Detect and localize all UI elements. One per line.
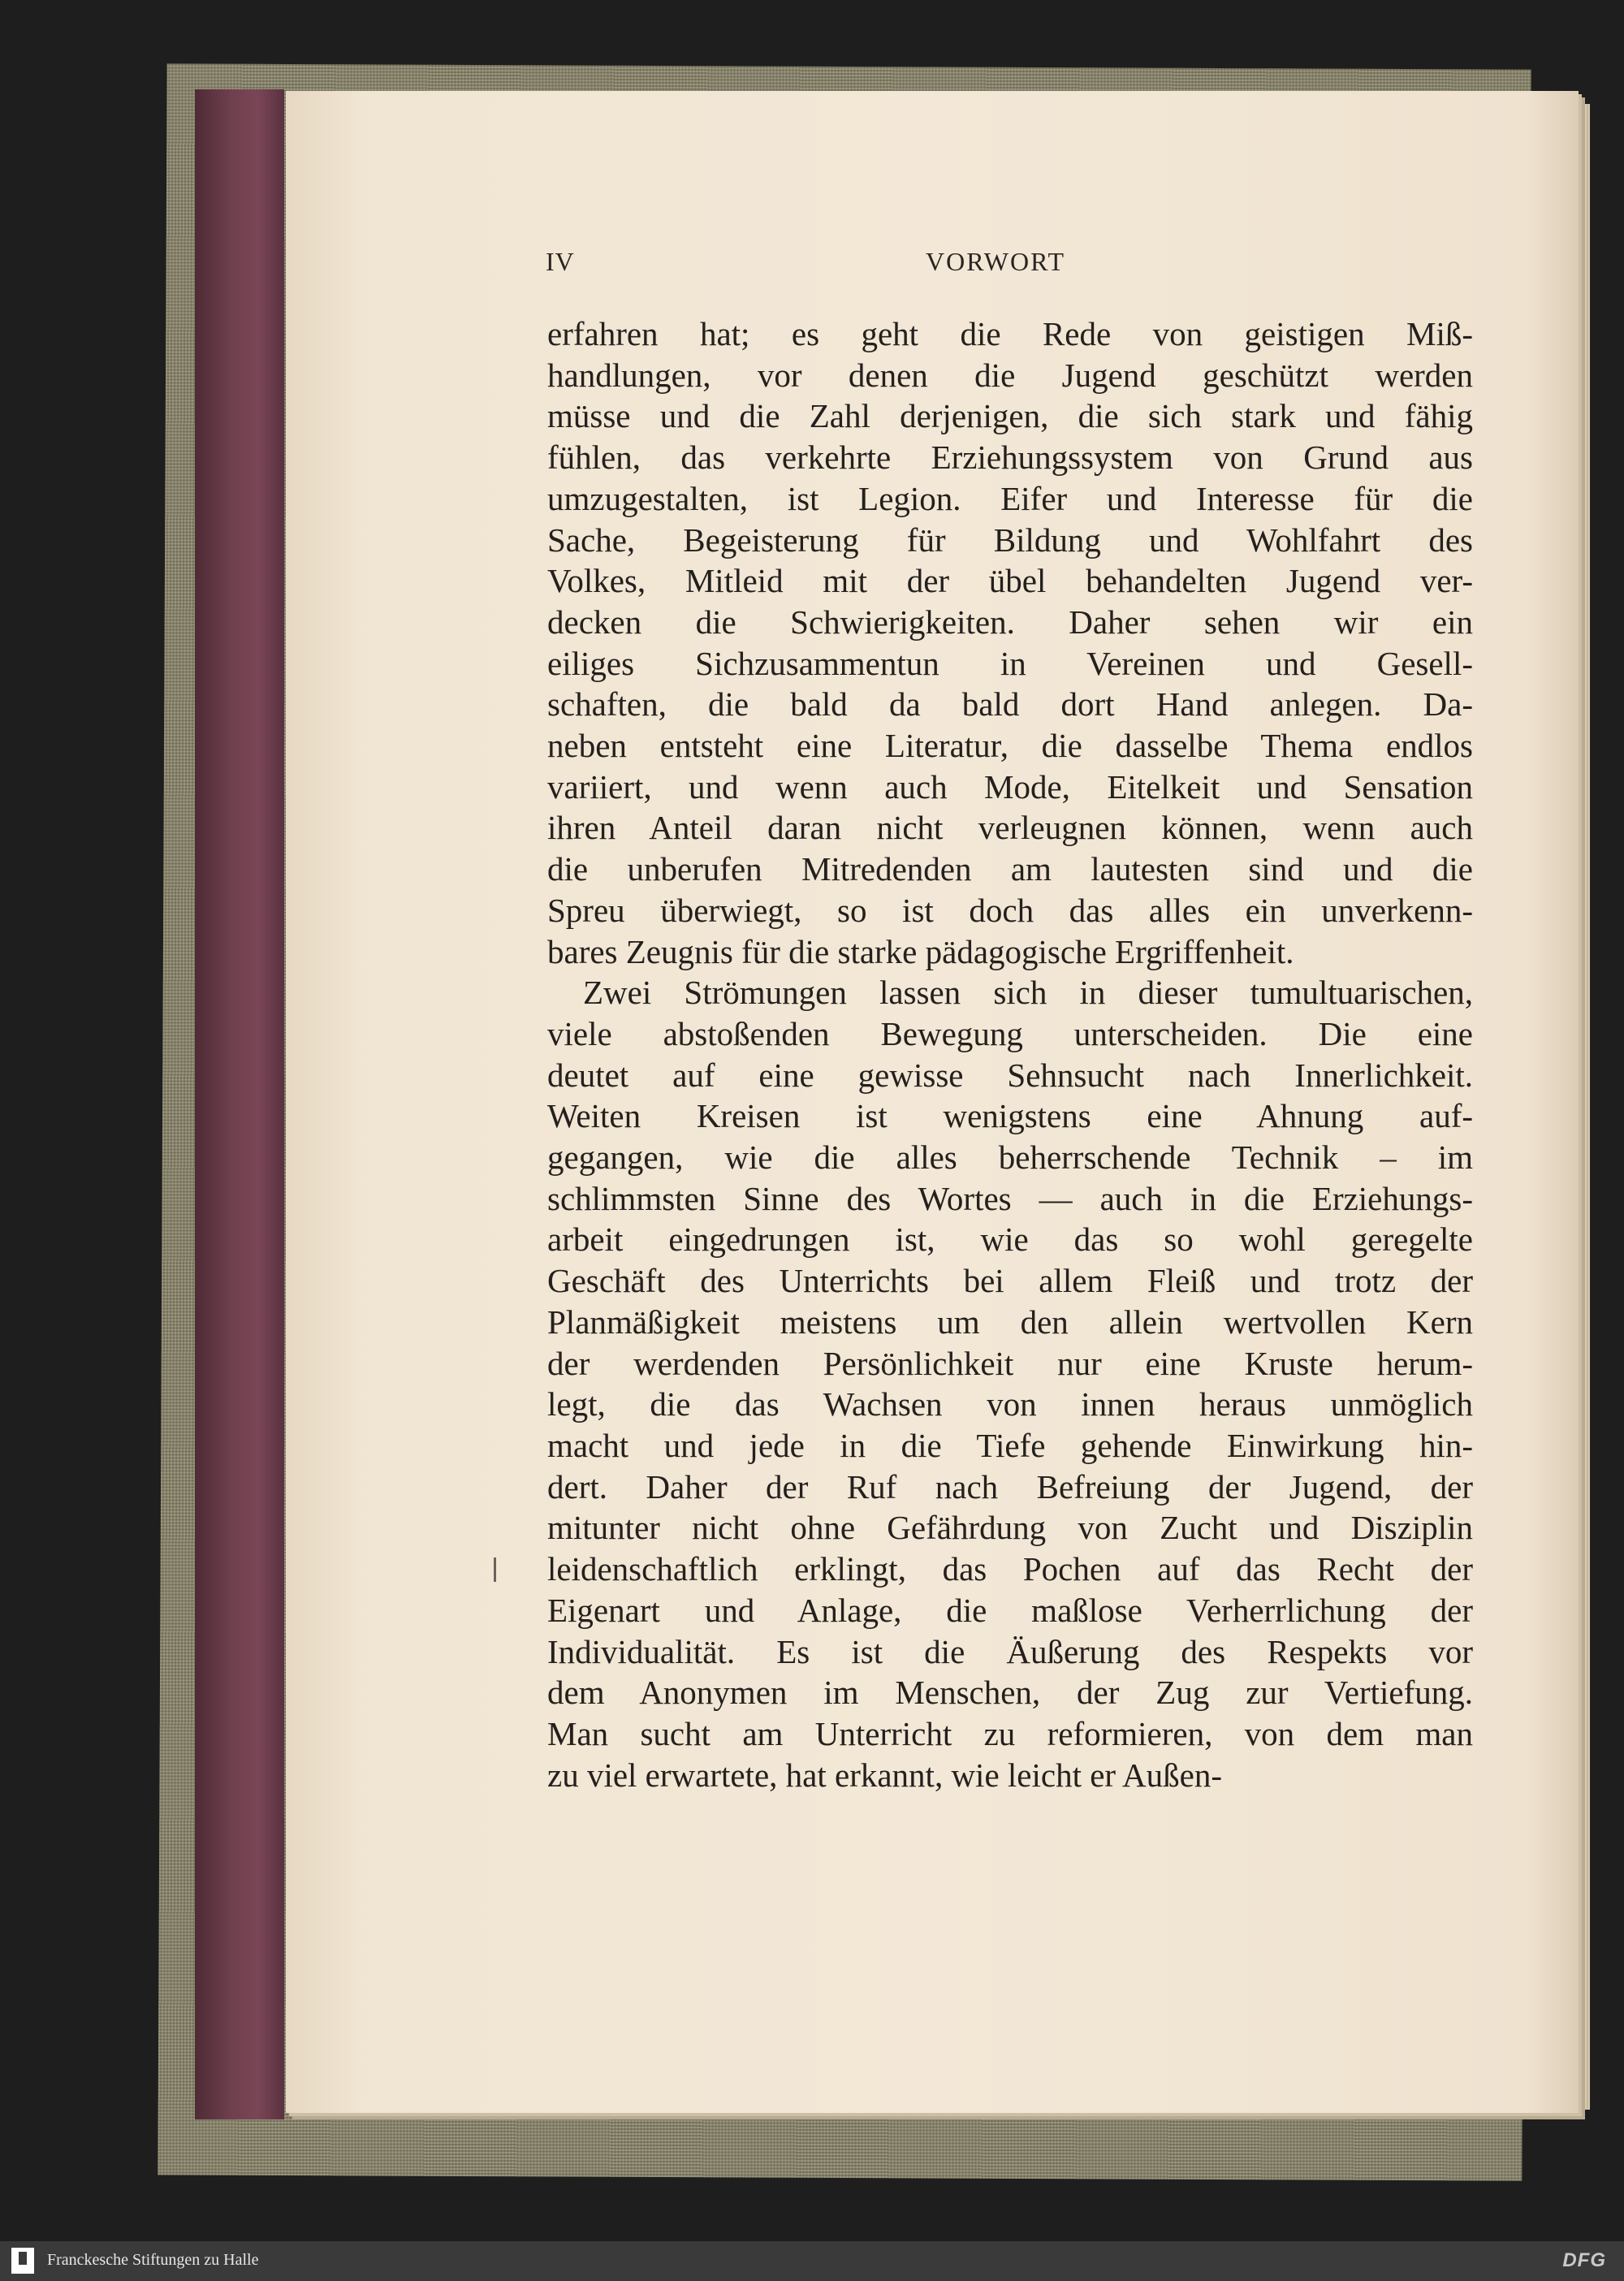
text-line: Geschäft des Unterrichts bei allem Fleiß und trotz der	[547, 1262, 1473, 1300]
text-line: eiliges Sichzusammentun in Vereinen und Gesell-	[547, 644, 1473, 682]
text-line: macht und jede in die Tiefe gehende Einwirkung hin-	[547, 1426, 1473, 1464]
running-head-title: VORWORT	[926, 247, 1066, 276]
viewer-footer	[0, 2241, 1624, 2281]
body-text	[547, 313, 1473, 1795]
text-line: arbeit eingedrungen ist, wie das so wohl geregelte	[547, 1220, 1473, 1259]
text-line: ihren Anteil daran nicht verleugnen können, wenn auch	[547, 809, 1473, 847]
text-line: Volkes, Mitleid mit der übel behandelten Jugend ver-	[547, 562, 1473, 600]
text-line-first: Zwei Strömungen lassen sich in dieser tumultuarischen,	[583, 974, 1473, 1012]
text-line: mitunter nicht ohne Gefährdung von Zucht und Disziplin	[547, 1509, 1473, 1547]
text-line: Planmäßigkeit meistens um den allein wertvollen Kern	[547, 1303, 1473, 1341]
text-line: der werdenden Persönlichkeit nur eine Kruste herum-	[547, 1344, 1473, 1382]
text-line: neben entsteht eine Literatur, die dasselbe Thema endlos	[547, 727, 1473, 765]
institution-logo-icon	[11, 2248, 34, 2274]
margin-pencil-mark	[494, 1557, 496, 1582]
text-line: zu viel erwartete, hat erkannt, wie leicht er Außen-	[547, 1756, 1223, 1794]
page-number: IV	[546, 247, 575, 276]
text-line: umzugestalten, ist Legion. Eifer und Interesse für die	[547, 479, 1473, 517]
text-line: legt, die das Wachsen von innen heraus unmöglich	[547, 1385, 1473, 1423]
text-line: leidenschaftlich erklingt, das Pochen auf das Recht der	[547, 1550, 1473, 1588]
endpaper-strip	[195, 89, 284, 2119]
text-line: deutet auf eine gewisse Sehnsucht nach Innerlichkeit.	[547, 1056, 1473, 1094]
text-line: müsse und die Zahl derjenigen, die sich stark und fähig	[547, 397, 1473, 435]
dfg-logo: DFG	[1562, 2249, 1606, 2271]
text-line: dert. Daher der Ruf nach Befreiung der Jugend, der	[547, 1467, 1473, 1506]
text-line: dem Anonymen im Menschen, der Zug zur Vertiefung.	[547, 1674, 1473, 1712]
text-line-last: bares Zeugnis für die starke pädagogische Ergriffenheit.	[547, 932, 1294, 970]
text-line: variiert, und wenn auch Mode, Eitelkeit und Sensation	[547, 767, 1473, 806]
text-line: erfahren hat; es geht die Rede von geistigen Miß-	[547, 315, 1473, 352]
text-line: Spreu überwiegt, so ist doch das alles ein unverkenn-	[547, 891, 1473, 929]
institution-name: Franckesche Stiftungen zu Halle	[47, 2251, 259, 2269]
text-line: decken die Schwierigkeiten. Daher sehen wir ein	[547, 603, 1473, 641]
text-line: viele abstoßenden Bewegung unterscheiden. Die eine	[547, 1014, 1473, 1052]
text-line: Individualität. Es ist die Äußerung des Respekts vor	[547, 1632, 1473, 1670]
paragraph-2	[547, 972, 1473, 1795]
text-line: schlimmsten Sinne des Wortes — auch in die Erziehungs-	[547, 1179, 1473, 1217]
text-line: Weiten Kreisen ist wenigstens eine Ahnung auf-	[547, 1097, 1473, 1135]
text-line: handlungen, vor denen die Jugend geschützt werden	[547, 356, 1473, 394]
text-line: fühlen, das verkehrte Erziehungssystem von Grund aus	[547, 438, 1473, 477]
page-edges	[1579, 104, 1590, 2110]
text-line: schaften, die bald da bald dort Hand anlegen. Da-	[547, 685, 1473, 724]
running-head	[546, 247, 1090, 283]
text-line: Sache, Begeisterung für Bildung und Wohlfahrt des	[547, 521, 1473, 559]
paragraph-1	[547, 313, 1473, 972]
text-line: Eigenart und Anlage, die maßlose Verherrlichung der	[547, 1591, 1473, 1629]
text-line: gegangen, wie die alles beherrschende Technik – im	[547, 1138, 1473, 1177]
text-line: die unberufen Mitredenden am lautesten sind und die	[547, 850, 1473, 888]
text-line: Man sucht am Unterricht zu reformieren, von dem man	[547, 1714, 1473, 1752]
